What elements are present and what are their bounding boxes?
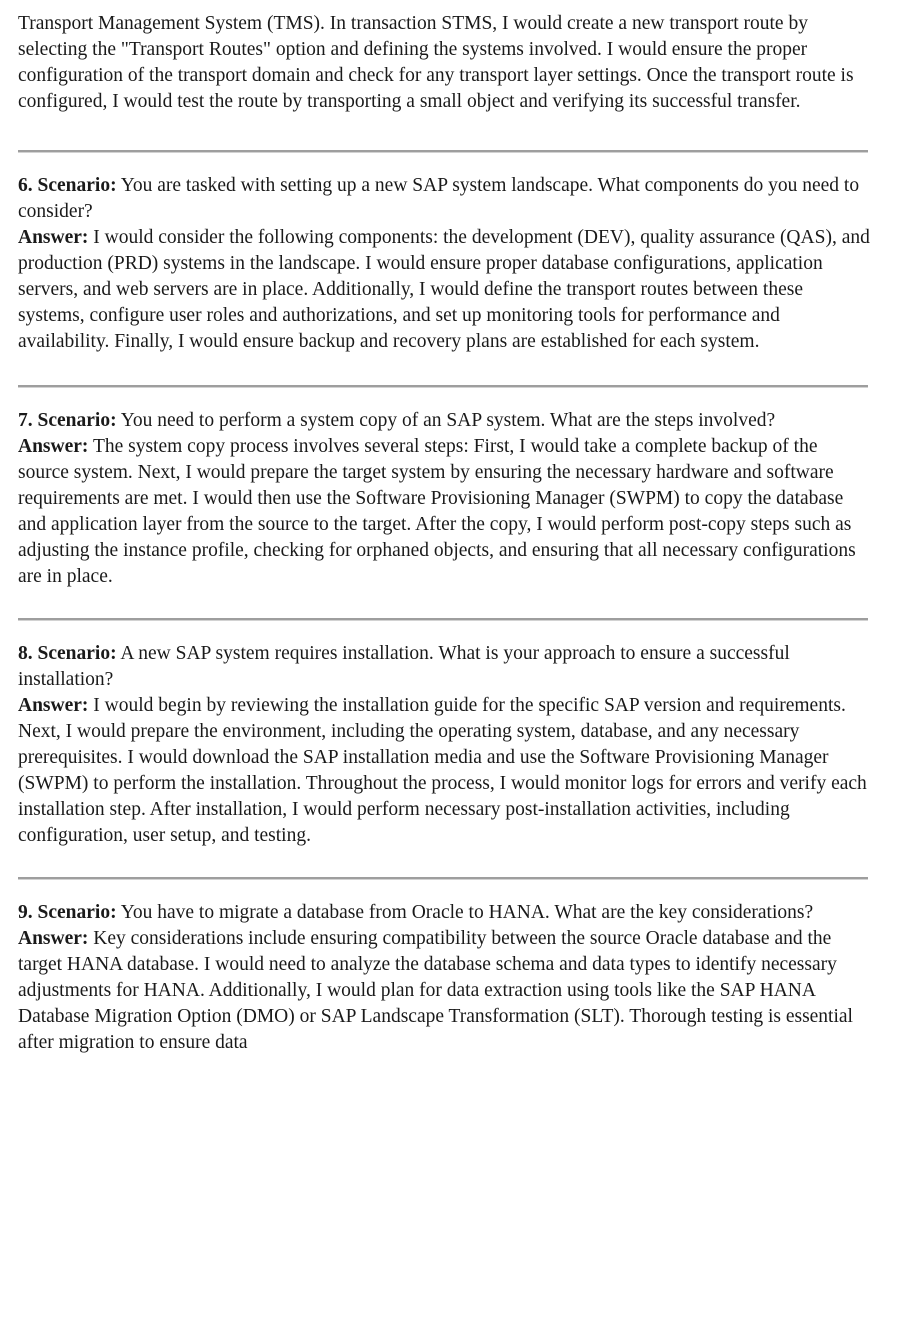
answer-line-8 bbox=[18, 693, 870, 849]
answer-line-9 bbox=[18, 926, 870, 1056]
scenario-line-8 bbox=[18, 641, 870, 693]
scenario-line-7 bbox=[18, 408, 870, 434]
scenario-number-6: 6. bbox=[18, 175, 33, 196]
spacer bbox=[18, 355, 870, 385]
scenario-text-7: You need to perform a system copy of an SAP system. What are the steps involved? bbox=[120, 410, 776, 431]
spacer bbox=[18, 115, 870, 150]
answer-label-6: Answer: bbox=[18, 227, 89, 248]
qa-entry-8 bbox=[18, 621, 870, 849]
qa-entry-9 bbox=[18, 880, 870, 1056]
scenario-label-9: Scenario: bbox=[37, 902, 117, 923]
spacer bbox=[18, 590, 870, 618]
answer-text-8: I would begin by reviewing the installation guide for the specific SAP version and requirements. Next, I would prepare the environment, including the operating system, database, and any necessary prerequisites. I would download the SAP installation media and use the Software Provisioning Manager (SWPM) to perform the installation. Throughout the process, I would monitor logs for errors and verify each installation step. After installation, I would perform necessary post-installation activities, including configuration, user setup, and testing. bbox=[18, 695, 867, 846]
scenario-text-9: You have to migrate a database from Oracle to HANA. What are the key considerations? bbox=[120, 902, 814, 923]
answer-text-6: I would consider the following components: the development (DEV), quality assurance (QAS), and production (PRD) systems in the landscape. I would ensure proper database configurations, application servers, and web servers are in place. Additionally, I would define the transport routes between these systems, configure user roles and authorizations, and set up monitoring tools for performance and availability. Finally, I would ensure backup and recovery plans are established for each system. bbox=[18, 227, 870, 352]
scenario-line-6 bbox=[18, 173, 870, 225]
scenario-text-8: A new SAP system requires installation. What is your approach to ensure a successful installation? bbox=[18, 643, 790, 690]
scenario-label-8: Scenario: bbox=[37, 643, 117, 664]
answer-text-9: Key considerations include ensuring compatibility between the source Oracle database and the target HANA database. I would need to analyze the database schema and data types to identify necessary adjustments for HANA. Additionally, I would plan for data extraction using tools like the SAP HANA Database Migration Option (DMO) or SAP Landscape Transformation (SLT). Thorough testing is essential after migration to ensure data bbox=[18, 928, 853, 1053]
answer-label-8: Answer: bbox=[18, 695, 89, 716]
answer-line-6 bbox=[18, 225, 870, 355]
scenario-number-9: 9. bbox=[18, 902, 33, 923]
continued-paragraph-block bbox=[18, 0, 870, 115]
qa-entry-7 bbox=[18, 388, 870, 590]
answer-label-7: Answer: bbox=[18, 436, 89, 457]
qa-entry-6 bbox=[18, 153, 870, 355]
scenario-line-9 bbox=[18, 900, 870, 926]
scenario-number-7: 7. bbox=[18, 410, 33, 431]
scenario-text-6: You are tasked with setting up a new SAP system landscape. What components do you need to consider? bbox=[18, 175, 860, 222]
continued-paragraph: Transport Management System (TMS). In transaction STMS, I would create a new transport route by selecting the "Transport Routes" option and defining the systems involved. I would ensure the proper configuration of the transport domain and check for any transport layer settings. Once the transport route is configured, I would test the route by transporting a small object and verifying its successful transfer. bbox=[18, 13, 854, 112]
answer-text-7: The system copy process involves several steps: First, I would take a complete backup of the source system. Next, I would prepare the target system by ensuring the necessary hardware and software requirements are met. I would then use the Software Provisioning Manager (SWPM) to copy the database and application layer from the source to the target. After the copy, I would perform post-copy steps such as adjusting the instance profile, checking for orphaned objects, and ensuring that all necessary configurations are in place. bbox=[18, 436, 856, 587]
scenario-label-7: Scenario: bbox=[37, 410, 117, 431]
scenario-label-6: Scenario: bbox=[37, 175, 117, 196]
spacer bbox=[18, 849, 870, 877]
answer-line-7 bbox=[18, 434, 870, 590]
answer-label-9: Answer: bbox=[18, 928, 89, 949]
scenario-number-8: 8. bbox=[18, 643, 33, 664]
